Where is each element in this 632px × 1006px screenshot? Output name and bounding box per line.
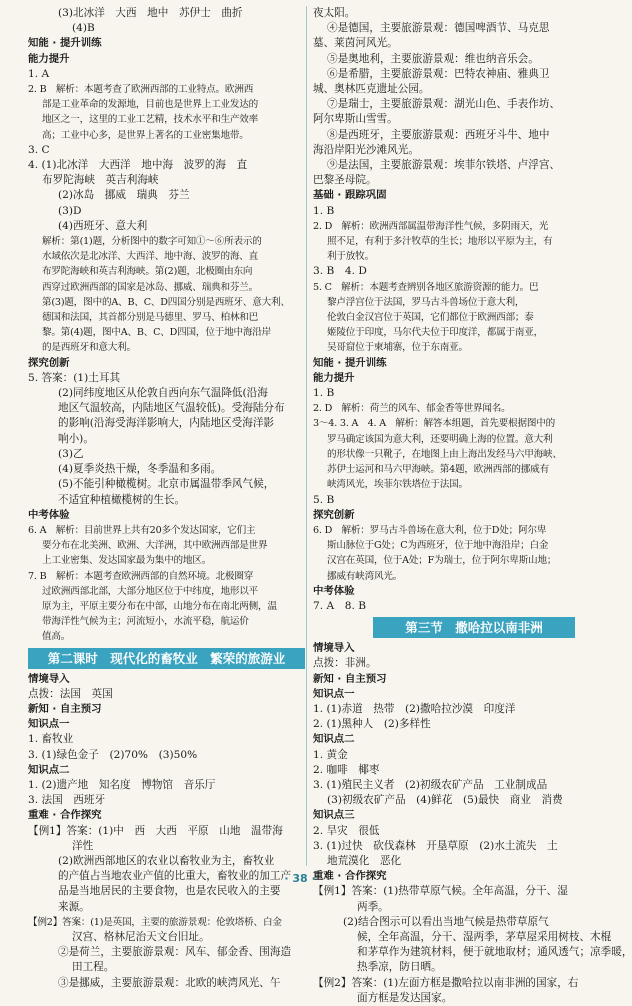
text-line: 过欧洲西部北部，大部分地区位于中纬度，地形以平 bbox=[42, 585, 259, 597]
text-line: 【例1】答案：(1)中 西 大西 平原 山地 温带海 bbox=[28, 824, 283, 837]
column-divider bbox=[306, 6, 307, 866]
left-lines bbox=[28, 6, 305, 645]
text-line: 挪威有峡湾风光。 bbox=[327, 570, 403, 582]
text-line: (4)西班牙、意大利 bbox=[58, 219, 148, 232]
text-line: 候，全年高温，分干、湿两季，茅草屋采用树枝、木棍 bbox=[357, 930, 612, 943]
text-line: 要分布在北美洲、欧洲、大洋洲，其中欧洲西部是世界 bbox=[42, 540, 268, 552]
text-line: 2. D 解析：欧洲西部属温带海洋性气候，多阴雨天，光 bbox=[313, 220, 549, 232]
text-line: 3. (1)过快 砍伐森林 开垦草原 (2)水土流失 土 bbox=[313, 839, 558, 852]
text-line: 1. 畜牧业 bbox=[28, 733, 74, 746]
text-line: (3)乙 bbox=[58, 447, 84, 460]
section-heading: 基础 · 跟踪巩固 bbox=[313, 189, 387, 202]
text-line: 不适宜种植橄榄树的生长。 bbox=[58, 493, 186, 506]
text-line: 苏伊士运河和马六甲海峡。第4题，欧洲西部的挪威有 bbox=[327, 464, 549, 476]
text-line: 2. B 解析：本题考查了欧洲西部的工业特点。欧洲西 bbox=[28, 84, 254, 96]
text-line: 点拨：法国 英国 bbox=[28, 687, 113, 700]
section-heading: 知识点二 bbox=[313, 733, 355, 746]
section-heading: 新知 · 自主预习 bbox=[28, 702, 102, 715]
section-heading: 知识点三 bbox=[313, 809, 355, 822]
right-lines bbox=[313, 6, 575, 614]
section-heading: 重难 · 合作探究 bbox=[28, 809, 102, 822]
text-line: 的是西班牙和意大利。 bbox=[42, 342, 136, 354]
section-heading: 知识点二 bbox=[28, 763, 70, 776]
text-line: 两季。 bbox=[357, 900, 389, 913]
text-line: 西穿过欧洲西部的国家是冰岛、挪威、瑞典和芬兰。 bbox=[42, 281, 259, 293]
text-line: 巴黎圣母院。 bbox=[313, 174, 377, 187]
text-line: 利于放牧。 bbox=[327, 251, 374, 263]
text-line: 热季凉，防日晒。 bbox=[357, 961, 442, 974]
left-column bbox=[28, 6, 305, 991]
text-line: 3. B 4. D bbox=[313, 265, 367, 278]
text-line: 罗马确定该国为意大利，还要明确上海的位置。意大利 bbox=[327, 433, 553, 445]
text-line: 高；工业中心多，是世界上著名的工业密集地带。 bbox=[42, 129, 249, 141]
text-line: 1. A bbox=[28, 67, 50, 80]
text-line: 阿尔卑斯山雪雪。 bbox=[313, 113, 398, 126]
text-line: (2)冰岛 挪威 瑞典 芬兰 bbox=[58, 189, 190, 202]
text-line: 解析：第(1)题，分析图中的数字可知①～⑥所表示的 bbox=[42, 236, 262, 248]
text-line: 第(3)题，图中的A、B、C、D四国分别是西班牙、意大利、 bbox=[42, 296, 290, 308]
text-line: (5)不能引种橄榄树。北京市属温带季风气候， bbox=[58, 478, 275, 491]
section-heading: 知识点一 bbox=[313, 687, 355, 700]
text-line: 3～4. 3. A 4. A 解析：解答本组题，首先要根据图中的 bbox=[313, 418, 556, 430]
text-line: 洋性 bbox=[72, 839, 94, 852]
text-line: 照不足，有利于多汁牧草的生长；地形以平原为主，有 bbox=[327, 236, 553, 248]
text-line: 水域依次是北冰洋、大西洋、地中海、波罗的海、直 bbox=[42, 251, 259, 263]
text-line: 2. 旱灾 很低 bbox=[313, 824, 380, 837]
page-number: · 38 · bbox=[284, 872, 316, 885]
text-line: 汉宫、格林尼治天文台旧址。 bbox=[72, 930, 210, 943]
text-line: (4)夏季炎热干燥，冬季温和多雨。 bbox=[58, 463, 222, 476]
text-line: 3. C bbox=[28, 143, 50, 156]
text-line: ⑨是法国，主要旅游景观：埃菲尔铁塔、卢浮宫、 bbox=[327, 159, 561, 172]
text-line: 的产值占当地农业产值的比重大，畜牧业的加工产 bbox=[58, 870, 292, 883]
text-line: 布罗陀海峡 英吉利海峡 bbox=[42, 174, 159, 187]
section-heading: 情境导入 bbox=[28, 672, 70, 685]
text-line: 3. (1)殖民主义者 (2)初级农矿产品 工业制成品 bbox=[313, 778, 548, 791]
section-heading: 知能 · 提升训练 bbox=[313, 356, 387, 369]
text-line: 黎卢浮宫位于法国，罗马古斗兽场位于意大利， bbox=[327, 296, 525, 308]
left-lines-after bbox=[28, 672, 305, 991]
text-line: ⑧是西班牙，主要旅游景观：西班牙斗牛、地中 bbox=[327, 128, 550, 141]
text-line: 【例2】答案：(1)是英国，主要的旅游景观：伦敦塔桥、白金 bbox=[28, 916, 282, 928]
text-line: 品是当地居民的主要食物，也是农民收入的主要 bbox=[58, 885, 281, 898]
text-line: 【例2】答案：(1)左面方框是撒哈拉以南非洲的国家，右 bbox=[313, 976, 579, 989]
text-line: (3)D bbox=[58, 204, 82, 217]
text-line: 姬陵位于印度，马尔代夫位于印度洋，都属于南亚， bbox=[327, 327, 544, 339]
text-line: 点拨：非洲。 bbox=[313, 657, 377, 670]
section-heading: 探究创新 bbox=[28, 356, 70, 369]
text-line: (2)欧洲西部地区的农业以畜牧业为主，畜牧业 bbox=[58, 854, 275, 867]
text-line: 5. B bbox=[313, 493, 335, 506]
text-line: 德国和法国，其首都分别是马德里、罗马、柏林和巴 bbox=[42, 312, 259, 324]
text-line: (4)B bbox=[72, 22, 95, 35]
text-line: (3)北冰洋 大西 地中 苏伊士 曲折 bbox=[58, 7, 243, 19]
text-line: 海沿岸阳光沙滩风光。 bbox=[313, 143, 419, 156]
text-line: ②是荷兰，主要旅游景观：风车、郁金香、围海造 bbox=[58, 946, 292, 959]
text-line: 1. (1)赤道 热带 (2)撒哈拉沙漠 印度洋 bbox=[313, 702, 516, 715]
text-line: ⑦是瑞士，主要旅游景观：湖光山色、手表作坊、 bbox=[327, 98, 561, 111]
text-line: 夜太阳。 bbox=[313, 7, 356, 19]
text-line: 墓、莱茵河风光。 bbox=[313, 37, 398, 50]
text-line: 6. A 解析：目前世界上共有20多个发达国家，它们主 bbox=[28, 524, 256, 536]
text-line: 2. D 解析：荷兰的风车、郁金香等世界闻名。 bbox=[313, 403, 511, 415]
text-line: 吴哥窟位于柬埔寨，位于东南亚。 bbox=[327, 342, 468, 354]
text-line: 3. 法国 西班牙 bbox=[28, 794, 106, 807]
section-title-left: 第二课时 现代化的畜牧业 繁荣的旅游业 bbox=[28, 648, 305, 669]
text-line: 响小)。 bbox=[58, 432, 94, 445]
text-line: 6. D 解析：罗马古斗兽场在意大利，位于D处；阿尔卑 bbox=[313, 524, 547, 536]
text-line: 值高。 bbox=[42, 631, 71, 643]
section-heading: 情境导入 bbox=[313, 642, 355, 655]
text-line: 原为主，平原主要分布在中部，山地分布在南北两侧，温 bbox=[42, 600, 277, 612]
text-line: 1. B bbox=[313, 204, 335, 217]
text-line: ④是德国，主要旅游景观：德国啤酒节、马克思 bbox=[327, 22, 550, 35]
text-line: 的形状像一只靴子，在地图上由上海出发经马六甲海峡、 bbox=[327, 448, 562, 460]
text-line: 上工业密集、发达国家最为集中的地区。 bbox=[42, 555, 212, 567]
section-heading: 知识点一 bbox=[28, 718, 70, 731]
text-line: 面方框是发达国家。 bbox=[357, 991, 453, 1004]
text-line: 7. A 8. B bbox=[313, 599, 366, 612]
section-heading: 知能 · 提升训练 bbox=[28, 37, 102, 50]
text-line: ⑥是希腊，主要旅游景观：巴特农神庙、雅典卫 bbox=[327, 67, 550, 80]
right-lines-after bbox=[313, 641, 632, 1006]
text-line: 2. 咖啡 椰枣 bbox=[313, 763, 380, 776]
text-line: 斯山脉位于G处；C为西班牙，位于地中海沿岸；白金 bbox=[327, 540, 549, 552]
section-heading: 能力提升 bbox=[28, 52, 70, 65]
text-line: 和茅草作为建筑材料，便于就地取材；通风透气；凉季暖， bbox=[357, 946, 632, 959]
text-line: 峡湾风光，埃菲尔铁塔位于法国。 bbox=[327, 479, 468, 491]
text-line: 部是工业革命的发源地，目前也是世界上工业发达的 bbox=[42, 99, 259, 111]
section-heading: 中考体验 bbox=[28, 508, 70, 521]
text-line: 黎。第(4)题，图中A、B、C、D四国，位于地中海沿岸 bbox=[42, 327, 272, 339]
text-line: 地荒漠化 恶化 bbox=[327, 854, 402, 867]
text-line: 地区气温较高，内陆地区气温较低)。受海陆分布 bbox=[58, 402, 285, 415]
section-heading: 新知 · 自主预习 bbox=[313, 672, 387, 685]
section-heading: 探究创新 bbox=[313, 508, 355, 521]
text-line: 汉宫在英国，位于A处；F为瑞士，位于阿尔卑斯山地； bbox=[327, 555, 557, 567]
text-line: 【例1】答案：(1)热带草原气候。全年高温，分干、湿 bbox=[313, 885, 568, 898]
text-line: ⑤是奥地利，主要旅游景观：维也纳音乐会。 bbox=[327, 52, 539, 65]
text-line: 地区之一，这里的工业工艺精，技术水平和生产效率 bbox=[42, 114, 259, 126]
text-line: 田工程。 bbox=[72, 961, 115, 974]
text-line: 5. C 解析：本题考查辨别各地区旅游资源的能力。巴 bbox=[313, 281, 539, 293]
text-line: 城、奥林匹克遗址公园。 bbox=[313, 83, 430, 96]
text-line: (2)结合图示可以看出当地气候是热带草原气 bbox=[343, 915, 549, 928]
text-line: 来源。 bbox=[58, 900, 90, 913]
text-line: 1. 黄金 bbox=[313, 748, 348, 761]
text-line: 1. (2)遗产地 知名度 博物馆 音乐厅 bbox=[28, 778, 216, 791]
text-line: 的影响(沿海受海洋影响大，内陆地区受海洋影 bbox=[58, 417, 275, 430]
section-heading: 重难 · 合作探究 bbox=[313, 870, 387, 883]
section-heading: 能力提升 bbox=[313, 371, 355, 384]
right-column bbox=[313, 6, 632, 1006]
section-heading: 中考体验 bbox=[313, 584, 355, 597]
section-title-right: 第三节 撒哈拉以南非洲 bbox=[373, 617, 575, 638]
text-line: 7. B 解析：本题考查欧洲西部的自然环境。北极圈穿 bbox=[28, 570, 254, 582]
text-line: 1. B bbox=[313, 387, 335, 400]
text-line: ③是挪威，主要旅游景观：北欧的峡湾风光、午 bbox=[58, 976, 281, 989]
text-line: (2)同纬度地区从伦敦自西向东气温降低(沿海 bbox=[58, 387, 268, 400]
text-line: 4. (1)北冰洋 大西洋 地中海 波罗的海 直 bbox=[28, 159, 248, 172]
text-line: 带海洋性气候为主；河流短小，水流平稳，航运价 bbox=[42, 616, 249, 628]
text-line: (3)初级农矿产品 (4)鲜花 (5)最快 商业 消费 bbox=[327, 794, 563, 807]
text-line: 5. 答案：(1)土耳其 bbox=[28, 371, 121, 384]
text-line: 2. (1)黑种人 (2)多样性 bbox=[313, 718, 431, 731]
text-line: 3. (1)绿色金子 (2)70% (3)50% bbox=[28, 748, 198, 761]
text-line: 伦敦白金汉宫位于英国，它们都位于欧洲西部；泰 bbox=[327, 312, 534, 324]
text-line: 布罗陀海峡和英吉利海峡。第(2)题，北极圈由东向 bbox=[42, 266, 253, 278]
